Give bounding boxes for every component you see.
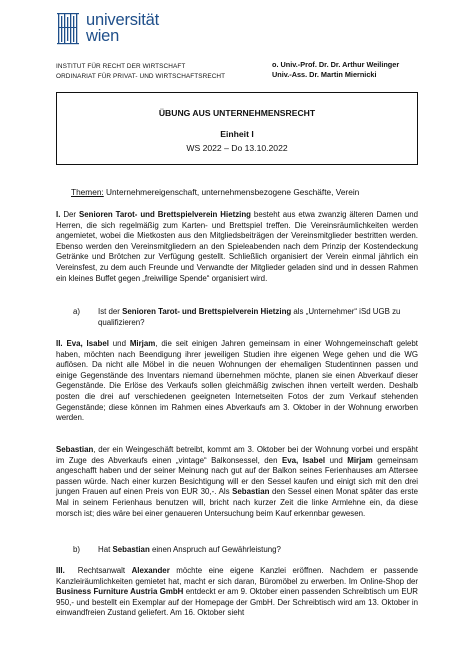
case-2-name: Mirjam — [129, 339, 156, 348]
question-b-pre: Hat — [98, 545, 113, 554]
case-3-number: III. — [56, 566, 65, 575]
question-a-bold: Senioren Tarot- und Brettspielverein Hietzing — [122, 307, 292, 316]
case-3-text-2: möchte eine eigene Kanzlei eröffnen. Nachdem er passende Kanzleiräumlichkeiten gemietet hat, macht er sich daran, Büromöbel zu erwerben. Im Online-Shop der — [56, 566, 419, 586]
case-2b-text-2: und — [325, 455, 348, 465]
title-box — [56, 92, 418, 165]
question-a-pre: Ist der — [98, 307, 123, 316]
case-2b-bold-2: Mirjam — [347, 455, 373, 465]
case-3-paragraph — [56, 566, 418, 619]
question-a-text — [98, 307, 416, 328]
logo-text-line2: wien — [86, 27, 120, 45]
case-1-number: I. — [56, 210, 61, 219]
case-2b-bold-1: Eva, Isabel — [281, 455, 326, 465]
professor-name: o. Univ.-Prof. Dr. Dr. Arthur Weilinger — [272, 60, 400, 69]
question-b-bold: Sebastian — [112, 545, 150, 554]
case-2b-paragraph — [56, 445, 418, 519]
unit-label: Einheit I — [220, 129, 254, 139]
topics-line — [71, 187, 359, 197]
case-2-paragraph — [56, 339, 418, 424]
department-line: ORDINARIAT FÜR PRIVAT- UND WIRTSCHAFTSRECHT — [56, 73, 226, 80]
assistant-name: Univ.-Ass. Dr. Martin Miernicki — [272, 70, 377, 79]
question-b-text — [98, 545, 416, 556]
alexander-name: Alexander — [131, 566, 170, 575]
case-1-paragraph — [56, 210, 418, 284]
case-2-mid: und — [108, 339, 130, 348]
university-logo — [56, 12, 159, 46]
sebastian-name: Sebastian — [56, 445, 94, 454]
topics-label: Themen: — [71, 187, 104, 197]
question-b-post: einen Anspruch auf Gewährleistung? — [149, 545, 281, 554]
topics-text: Unternehmereigenschaft, unternehmensbezogene Geschäfte, Verein — [103, 187, 360, 197]
case-2b-text-4: den Sessel einen Monat später das erste Mal in seinem Ferienhaus benutzen will, bricht nach kurzer Zeit die linke Armlehne ein, da diese morsch ist; dies wäre bei einer genaueren Untersuchung beim Kauf erkennbar gewesen. — [56, 487, 418, 518]
case-1-text-a: Der — [60, 210, 79, 219]
question-a-post: als „Unternehmer“ iSd UGB zu qualifizieren? — [98, 307, 401, 327]
case-2b-text-3: gemeinsam angeschafft haben und der seiner Meinung nach gut auf der Balkon seines Ferienhauses am Attersee passen würde. Nach einer kurzen Besichtigung will er den Sessel kaufen und einigt sich mit den drei jungen Frauen auf einen Preis von EUR 30,-. Als — [56, 455, 418, 497]
association-name: Senioren Tarot- und Brettspielverein Hietzing — [78, 210, 251, 219]
logo-emblem-icon — [56, 12, 82, 46]
question-a-label: a) — [73, 307, 81, 316]
case-2b-text-1: , der ein Weingeschäft betreibt, kommt am 3. Oktober bei der Wohnung vorbei und erspäht im Zuge des Abverkaufs einen „vintage“ Balkonsessel, den — [56, 445, 418, 465]
company-name: Business Furniture Austria GmbH — [56, 587, 184, 597]
institute-block — [56, 62, 225, 82]
professors-block — [272, 60, 399, 80]
case-2b-bold-3: Sebastian — [232, 487, 270, 497]
institute-line: INSTITUT FÜR RECHT DER WIRTSCHAFT — [56, 63, 186, 70]
case-3-text-3: entdeckt er am 9. Oktober einen passenden Schreibtisch um EUR 950,- und bestellt ein Exemplar auf der Homepage der GmbH. Der Schreibtisch wird am 13. Oktober in einwandfreien Zustand geliefert. Am 16. Oktober sieht — [56, 587, 418, 618]
session-date: WS 2022 – Do 13.10.2022 — [186, 143, 288, 153]
case-3-text-1: Rechtsanwalt — [64, 566, 132, 575]
exercise-title: ÜBUNG AUS UNTERNEHMENSRECHT — [158, 108, 316, 118]
case-1-text-c: besteht aus etwa zwanzig älteren Damen und Herren, die sich regelmäßig zum Karten- und Brettspiel treffen. Die Vereinsräumlichkeiten werden angemietet, wobei die Mietkosten aus den Mitgliedsbeiträgen der Vereinsmitglieder bestritten werden. Ebenso werden den Vereinsmitgliedern an den Spieleabenden nach dem Prinzip der Kostendeckung Getränke und Brötchen zur Verfügung gestellt. Schließlich organisiert der Verein einmal jährlich ein Vereinsfest, zu dem auch Freunde und Verwandte der Mitglieder geladen sind und in dessen Rahmen ein kleines Buffet gegen „freiwillige Spende“ organisiert wird. — [56, 210, 418, 283]
question-b-label: b) — [73, 545, 81, 554]
case-2-names: II. Eva, Isabel — [56, 339, 109, 348]
case-2-text: , die seit einigen Jahren gemeinsam in einer Wohngemeinschaft gelebt haben, möchten nach Beendigung ihrer jeweiligen Studien ihre eigenen Wege gehen und die WG auflösen. Da nicht alle Möbel in die neuen Wohnungen der ehemaligen Studentinnen passen und einige Gegenstände des Inventars niemand übernehmen möchte, planen sie einen Abverkauf dieser Gegenstände. Die Erlöse des Verkaufs sollen gleichmäßig zwischen ihnen verteilt werden. Deshalb posten die drei auf verschiedenen geeigneten Internetseiten Fotos der zum Verkauf stehenden Gegenstände; diese können im Rahmen eines Abverkaufs am 3. Oktober in der Wohnung erworben werden. — [56, 339, 418, 423]
logo-text-line1: universität — [86, 11, 160, 29]
